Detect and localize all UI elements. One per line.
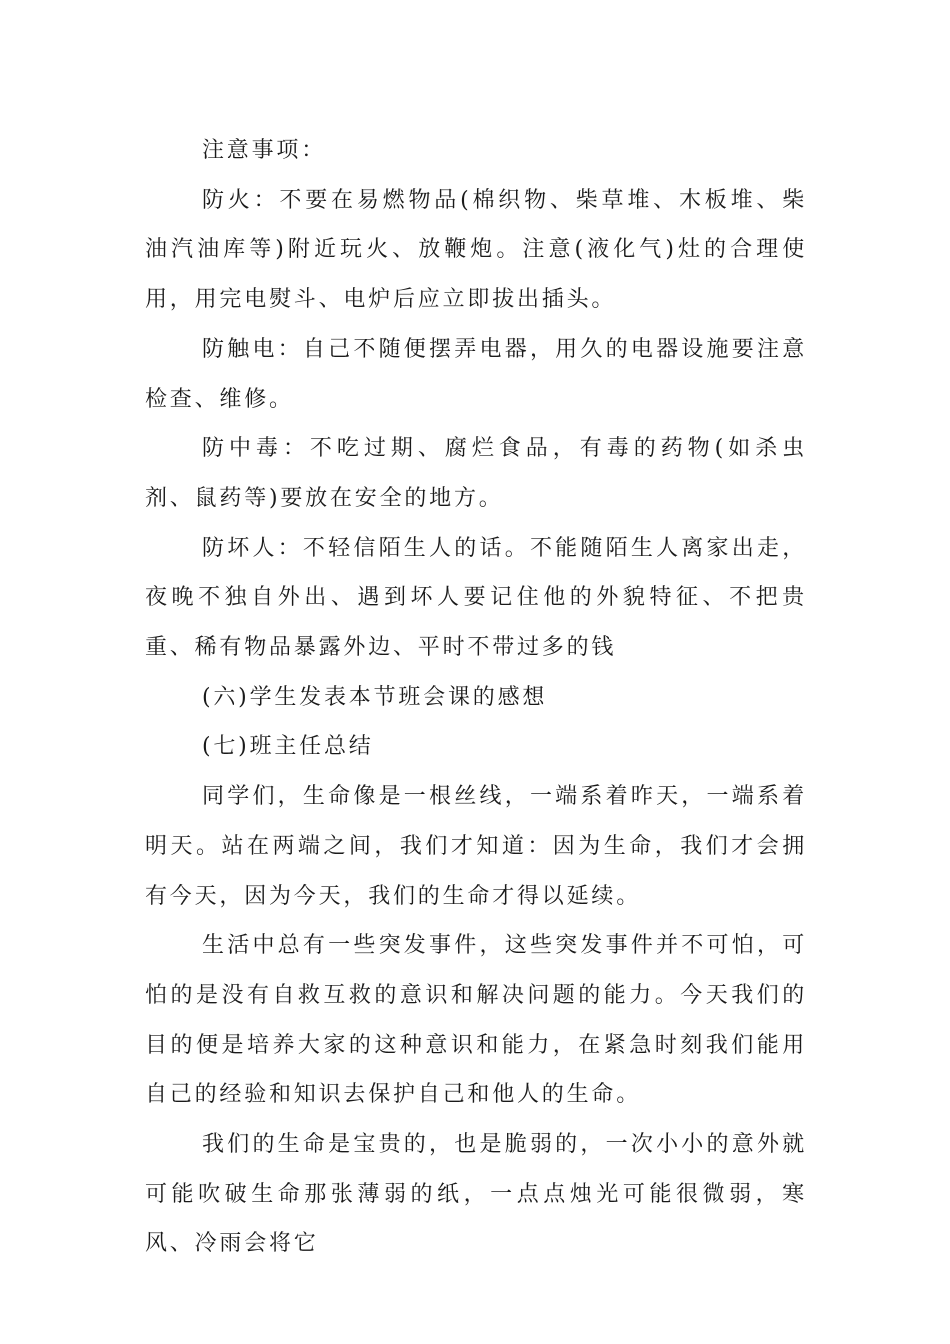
paragraph-fire-prevention: 防火：不要在易燃物品(棉织物、柴草堆、木板堆、柴油汽油库等)附近玩火、放鞭炮。注意(液化气)灶的合理使用，用完电熨斗、电炉后应立即拔出插头。 [145, 187, 807, 313]
paragraph-poisoning-prevention: 防中毒：不吃过期、腐烂食品，有毒的药物(如杀虫剂、鼠药等)要放在安全的地方。 [145, 436, 807, 511]
section-student-reflections: (六)学生发表本节班会课的感想 [202, 684, 548, 710]
document-page [145, 126, 807, 1269]
paragraph-life-thread: 同学们，生命像是一根丝线，一端系着昨天，一端系着明天。站在两端之间，我们才知道：因为生命，我们才会拥有今天，因为今天，我们的生命才得以延续。 [145, 784, 807, 909]
paragraph-emergencies: 生活中总有一些突发事件，这些突发事件并不可怕，可怕的是没有自救互救的意识和解决问题的能力。今天我们的目的便是培养大家的这种意识和能力，在紧急时刻我们能用自己的经验和知识去保护自己和他人的生命。 [145, 933, 807, 1108]
paragraph-electric-shock-prevention: 防触电：自己不随便摆弄电器，用久的电器设施要注意检查、维修。 [145, 336, 807, 412]
heading-precautions: 注意事项： [202, 138, 327, 163]
paragraph-fragile-life: 我们的生命是宝贵的，也是脆弱的，一次小小的意外就可能吹破生命那张薄弱的纸，一点点烛光可能很微弱，寒风、冷雨会将它 [145, 1132, 807, 1257]
section-teacher-summary: (七)班主任总结 [202, 734, 374, 760]
paragraph-stranger-prevention: 防坏人：不轻信陌生人的话。不能随陌生人离家出走，夜晚不独自外出、遇到坏人要记住他的外貌特征、不把贵重、稀有物品暴露外边、平时不带过多的钱 [145, 535, 807, 661]
